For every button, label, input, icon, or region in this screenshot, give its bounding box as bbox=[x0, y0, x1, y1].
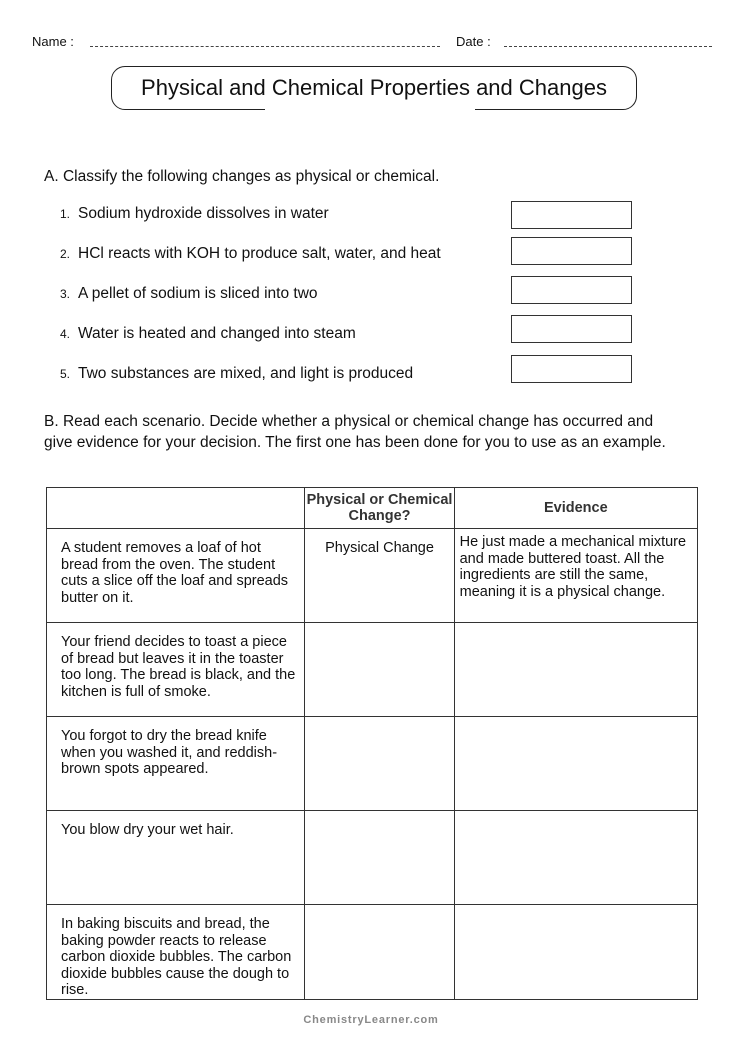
section-b-instruction: B. Read each scenario. Decide whether a physical or chemical change has occurred and give evidence for your decision. The first one has been done for you to use as an example. bbox=[44, 413, 666, 451]
answer-box-1[interactable] bbox=[511, 201, 632, 229]
change-cell[interactable] bbox=[305, 623, 453, 634]
question-text: Two substances are mixed, and light is produced bbox=[78, 365, 414, 382]
evidence-cell[interactable] bbox=[455, 811, 697, 816]
table-row bbox=[47, 811, 698, 905]
question-3 bbox=[60, 285, 318, 303]
change-cell[interactable] bbox=[305, 811, 453, 822]
question-4 bbox=[60, 325, 356, 343]
scenario-header bbox=[47, 488, 305, 529]
scenario-text: You forgot to dry the bread knife when you washed it, and reddish-brown spots appeared. bbox=[61, 728, 278, 777]
page-title: Physical and Chemical Properties and Changes bbox=[111, 66, 637, 110]
name-label: Name : bbox=[32, 34, 74, 49]
table-row bbox=[47, 529, 698, 623]
title-gap bbox=[265, 109, 475, 111]
change-cell[interactable] bbox=[305, 905, 453, 916]
question-text: Water is heated and changed into steam bbox=[78, 325, 356, 342]
table-header-row bbox=[47, 488, 698, 529]
evidence-cell[interactable] bbox=[455, 905, 697, 910]
table-row bbox=[47, 717, 698, 811]
evidence-cell[interactable] bbox=[455, 623, 697, 628]
table-row bbox=[47, 623, 698, 717]
evidence-cell[interactable] bbox=[455, 717, 697, 722]
question-number: 5. bbox=[60, 367, 71, 381]
scenario-table bbox=[46, 487, 698, 1000]
question-text: HCl reacts with KOH to produce salt, water, and heat bbox=[78, 245, 441, 262]
answer-box-3[interactable] bbox=[511, 276, 632, 304]
answer-box-5[interactable] bbox=[511, 355, 632, 383]
scenario-text: A student removes a loaf of hot bread from the oven. The student cuts a slice off the loaf and spreads butter on it. bbox=[61, 540, 289, 606]
answer-box-2[interactable] bbox=[511, 237, 632, 265]
date-line[interactable] bbox=[504, 46, 712, 47]
answer-box-4[interactable] bbox=[511, 315, 632, 343]
change-cell[interactable] bbox=[305, 717, 453, 728]
question-number: 3. bbox=[60, 287, 71, 301]
date-label: Date : bbox=[456, 34, 491, 49]
scenario-text: In baking biscuits and bread, the baking powder reacts to release carbon dioxide bubbles. The carbon dioxide bubbles cause the dough to rise. bbox=[61, 916, 292, 998]
table-row bbox=[47, 905, 698, 1000]
change-header: Physical or Chemical Change? bbox=[305, 488, 454, 529]
evidence-header: Evidence bbox=[454, 488, 697, 529]
evidence-cell: He just made a mechanical mixture and made buttered toast. All the ingredients are still the same, meaning it is a physical change. bbox=[459, 534, 687, 600]
change-cell: Physical Change bbox=[325, 540, 434, 556]
scenario-text: Your friend decides to toast a piece of bread but leaves it in the toaster too long. The bread is black, and the kitchen is full of smoke. bbox=[61, 634, 296, 700]
section-a-instruction: A. Classify the following changes as physical or chemical. bbox=[44, 168, 440, 185]
name-line[interactable] bbox=[90, 46, 440, 47]
footer-credit: ChemistryLearner.com bbox=[303, 1014, 439, 1026]
scenario-text: You blow dry your wet hair. bbox=[61, 822, 234, 838]
question-text: Sodium hydroxide dissolves in water bbox=[78, 205, 329, 222]
question-5 bbox=[60, 365, 413, 383]
question-number: 1. bbox=[60, 207, 71, 221]
question-2 bbox=[60, 245, 441, 263]
question-text: A pellet of sodium is sliced into two bbox=[78, 285, 318, 302]
question-number: 4. bbox=[60, 327, 71, 341]
question-number: 2. bbox=[60, 247, 71, 261]
question-1 bbox=[60, 205, 329, 223]
